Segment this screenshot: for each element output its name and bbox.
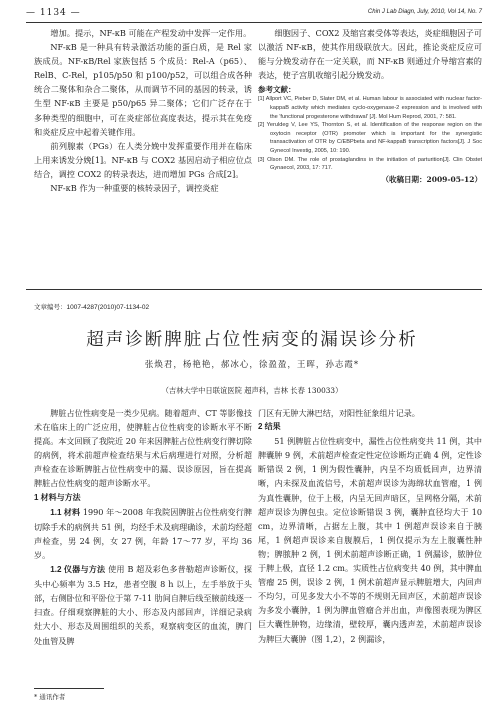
reference-item: [1] Allport VC, Pieber D, Slater DM, et al. Human labour is associated with nuclear factor-kappaB activity which mediates cyclo-oxygenase-2 expression and is involved with the 'functional progesterone withdrawal' [J]. Mol Hum Reprod, 2001, 7: 581. — [258, 96, 482, 120]
intro-paragraph: 脾脏占位性病变是一类少见病。随着超声、CT 等影像技术在临床上的广泛应用，使脾脏占位性病变的诊断水平不断提高。本文回顾了我院近 20 年来因脾脏占位性病变行脾切除的病例，将术前超声检查结果与术后病理进行对照，分析超声检查在诊断脾脏占位性病变中的漏、误诊原因，旨在提高脾脏占位性病变的超声诊断水平。 — [34, 408, 252, 489]
article-number: 文章编号：1007-4287(2010)07-1134-02 — [34, 304, 150, 311]
article-right-column — [258, 406, 482, 646]
article-left-column — [34, 406, 252, 648]
prev-paragraph: 前列腺素（PGs）在人类分娩中发挥重要作用并在临床上用来诱发分娩[1]。NF-κB 与 COX2 基因启动子相应位点结合，调控 COX2 的转录表达，进而增加 PGs 合成[2]。 — [34, 140, 252, 179]
article-title: 超声诊断脾脏占位性病变的漏误诊分析 — [86, 330, 418, 350]
section-heading-materials-methods: 1 材料与方法 — [34, 492, 81, 502]
continued-paragraph: 门区有无肿大淋巴结，对阳性征象组片记录。 — [258, 408, 420, 418]
prev-paragraph: 细胞因子、COX2 及缩宫素受体等表达，炎症细胞因子可以激活 NF-κB，使其作用级联放大。因此，推论炎症反应可能与分娩发动存在一定关联，而 NF-κB 则通过介导缩宫素的表达，使子宫肌收缩引起分娩发动。 — [258, 28, 482, 81]
subsection-text: 1990 年～2008 年我院因脾脏占位性病变行脾切除手术的病例共 51 例，均经手术及病理确诊，术前均经超声检查，男 24 例，女 27 例，年龄 17～77 岁，平均 36 岁。 — [34, 506, 253, 560]
subsection-text: 使用 B 超及彩色多普勒超声诊断仪，探头中心频率为 3.5 Hz，患者空腹 8 h 以上，左手举放于头部，右侧卧位和平卧位于第 7-11 肋间自脾后线至腋前线逐一扫查。仔细观察脾脏的大小、形态及内部回声，详细记录病灶大小、形态及周围组织的关系，观察病变区的血流，脾门处血管及脾 — [34, 564, 252, 646]
journal-citation: Chin J Lab Diagn, July, 2010, Vol 14, No. 7 — [367, 9, 482, 15]
reference-item: [2] Yeruldeg V, Lee YS, Thornton S, et al. Identification of the response region on the oxytocin receptor (OTR) promoter which is important for the synergistic transactivation of OTR by C/EBPbeta and NF-kappaB transcription factors[J]. J Soc Gynecol Investig, 2005, 10: 190. — [258, 122, 482, 154]
prev-paragraph: NF-κB 作为一种重要的核转录因子，调控炎症 — [50, 183, 219, 194]
prev-article-right-column — [258, 26, 482, 186]
page-number: — 1134 — — [26, 8, 81, 18]
footnote: * 通讯作者 — [34, 693, 66, 701]
header-rule — [26, 22, 482, 23]
methods-paragraph — [34, 562, 252, 648]
materials-paragraph — [34, 505, 252, 562]
prev-paragraph: 增加。提示，NF-κB 可能在产程发动中发挥一定作用。 — [50, 28, 252, 38]
article-authors: 张焕君，杨艳艳，郝冰心，徐盈盈，王晖，孙志霞* — [144, 360, 360, 370]
received-date: （收稿日期：2009-05-12） — [381, 174, 482, 184]
footnote-rule — [34, 688, 104, 689]
subsection-heading: 1.1 材料 — [50, 507, 81, 517]
prev-article-left-column — [34, 26, 252, 195]
article-separator-rule — [26, 289, 482, 290]
results-paragraph: 51 例脾脏占位性病变中，漏性占位性病变共 11 例，其中脾囊肿 9 例，术前超声检查定性定位诊断均正确 4 例，定性诊断错误 2 例，1 例为假性囊肿，内呈不均质低回声，边界清晰，内未探及血流信号，术前超声误诊为海绵状血管瘤，1 例为真性囊肿，位于上极，内呈无回声暗区，呈网格分隔，术前超声误诊为脾包虫。定位诊断错误 3 例，囊肿直径均大于 10 cm，边界清晰，占据左上腹，其中 1 例超声误诊来自于胰尾，1 例超声误诊来自腹膜后，1 例仅提示为左上腹囊性肿物；脾脓肿 2 例，1 例术前超声诊断正确，1 例漏诊，脓肿位于脾上极，直径 1.2 cm。实质性占位病变共 40 例，其中脾血管瘤 25 例，误诊 2 例，1 例术前超声显示脾脏增大，内回声不均匀，可见多发大小不等的不规则无回声区，术前超声误诊为多发小囊肿，1 例为脾血管瘤合并出血，声像图表现为脾区巨大囊性肿物，边缘清，壁较厚，囊内透声差，术前超声误诊为脾巨大囊肿（图 1,2），2 例漏诊， — [258, 436, 482, 644]
subsection-heading: 1.2 仪器与方法 — [50, 565, 106, 575]
prev-paragraph: NF-κB 是一种具有转录激活功能的蛋白质，是 Rel 家族成员。NF-κB/Rel 家族包括 5 个成员：Rel-A（p65）、RelB、C-Rel，p105/p50 和 p100/p52，可以组合成各种统合二聚体和杂合二聚体，从而调节不同的基因的转录，诱生型 NF-κB 主要是 p50/p65 异二聚体；它们广泛存在于多种类型的细胞中，可在炎症部位高度表达，提示其在免疫和炎症反应中起着关键作用。 — [34, 42, 252, 137]
article-affiliation: （吉林大学中日联谊医院 超声科，吉林 长春 130033） — [161, 386, 343, 395]
section-heading-results: 2 结果 — [258, 422, 281, 432]
reference-item: [3] Olson DM. The role of prostaglandins in the initiation of parturition[J]. Clin Obstet Gynaecol, 2003, 17: 717. — [258, 156, 482, 172]
references-heading: 参考文献： — [258, 85, 296, 95]
